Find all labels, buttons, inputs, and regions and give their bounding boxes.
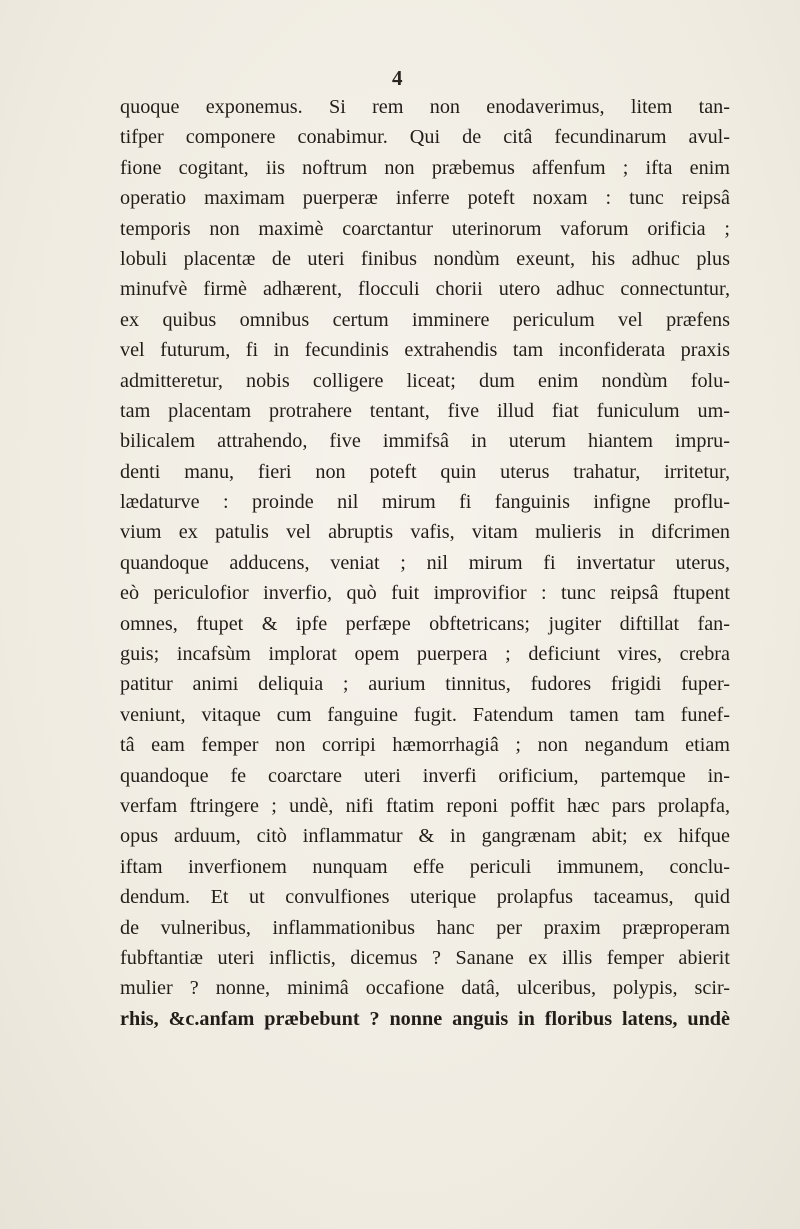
body-text (120, 92, 730, 1034)
text-line: denti manu, fieri non poteft quin uterus trahatur, irritetur, (120, 460, 730, 483)
text-line: quoque exponemus. Si rem non enodaverimus, litem tan- (120, 96, 730, 118)
text-line: opus arduum, citò inflammatur & in gangrænam abit; ex hifque (120, 825, 730, 848)
text-line: fione cogitant, iis noftrum non præbemus affenfum ; ifta enim (120, 156, 730, 179)
text-line: fubftantiæ uteri inflictis, dicemus ? Sanane ex illis femper abierit (120, 946, 730, 969)
text-line: veniunt, vitaque cum fanguine fugit. Fatendum tamen tam funef- (120, 703, 730, 726)
text-line: vel futurum, fi in fecundinis extrahendis tam inconfiderata praxis (120, 339, 730, 362)
text-line: lædaturve : proinde nil mirum fi fanguinis infigne proflu- (120, 491, 730, 514)
text-line: tâ eam femper non corripi hæmorrhagiâ ; non negandum etiam (120, 734, 730, 757)
text-line: lobuli placentæ de uteri finibus nondùm exeunt, his adhuc plus (120, 247, 730, 270)
text-line: operatio maximam puerperæ inferre poteft noxam : tunc reipsâ (120, 187, 730, 210)
text-line: patitur animi deliquia ; aurium tinnitus, fudores frigidi fuper- (120, 673, 730, 696)
text-line: eò periculofior inverfio, quò fuit improvifior : tunc reipsâ ftupent (120, 582, 730, 605)
text-line: guis; incafsùm implorat opem puerpera ; deficiunt vires, crebra (120, 643, 730, 666)
text-line: quandoque adducens, veniat ; nil mirum fi invertatur uterus, (120, 551, 730, 574)
text-line: mulier ? nonne, minimâ occafione datâ, ulceribus, polypis, scir- (120, 977, 730, 1000)
text-line: bilicalem attrahendo, five immifsâ in uterum hiantem impru- (120, 430, 730, 453)
text-line: ex quibus omnibus certum imminere periculum vel præfens (120, 308, 730, 331)
text-line: omnes, ftupet & ipfe perfæpe obftetricans; jugiter diftillat fan- (120, 612, 730, 635)
text-line: admitteretur, nobis colligere liceat; dum enim nondùm folu- (120, 369, 730, 392)
text-line: iftam inverfionem nunquam effe periculi immunem, conclu- (120, 855, 730, 878)
text-line: de vulneribus, inflammationibus hanc per praxim præproperam (120, 916, 730, 939)
text-line: rhis, &c.anfam præbebunt ? nonne anguis in floribus latens, undè (120, 1007, 730, 1030)
text-line: quandoque fe coarctare uteri inverfi orificium, partemque in- (120, 764, 730, 787)
text-line: temporis non maximè coarctantur uterinorum vaforum orificia ; (120, 217, 730, 240)
text-line: verfam ftringere ; undè, nifi ftatim reponi poffit hæc pars prolapfa, (120, 794, 730, 817)
text-line: vium ex patulis vel abruptis vafis, vitam mulieris in difcrimen (120, 521, 730, 544)
text-line: minufvè firmè adhærent, flocculi chorii utero adhuc connectuntur, (120, 278, 730, 301)
page-number: 4 (392, 66, 403, 90)
text-line: tam placentam protrahere tentant, five illud fiat funiculum um- (120, 399, 730, 422)
text-line: dendum. Et ut convulfiones uterique prolapfus taceamus, quid (120, 886, 730, 909)
text-line: tifper componere conabimur. Qui de citâ fecundinarum avul- (120, 126, 730, 149)
